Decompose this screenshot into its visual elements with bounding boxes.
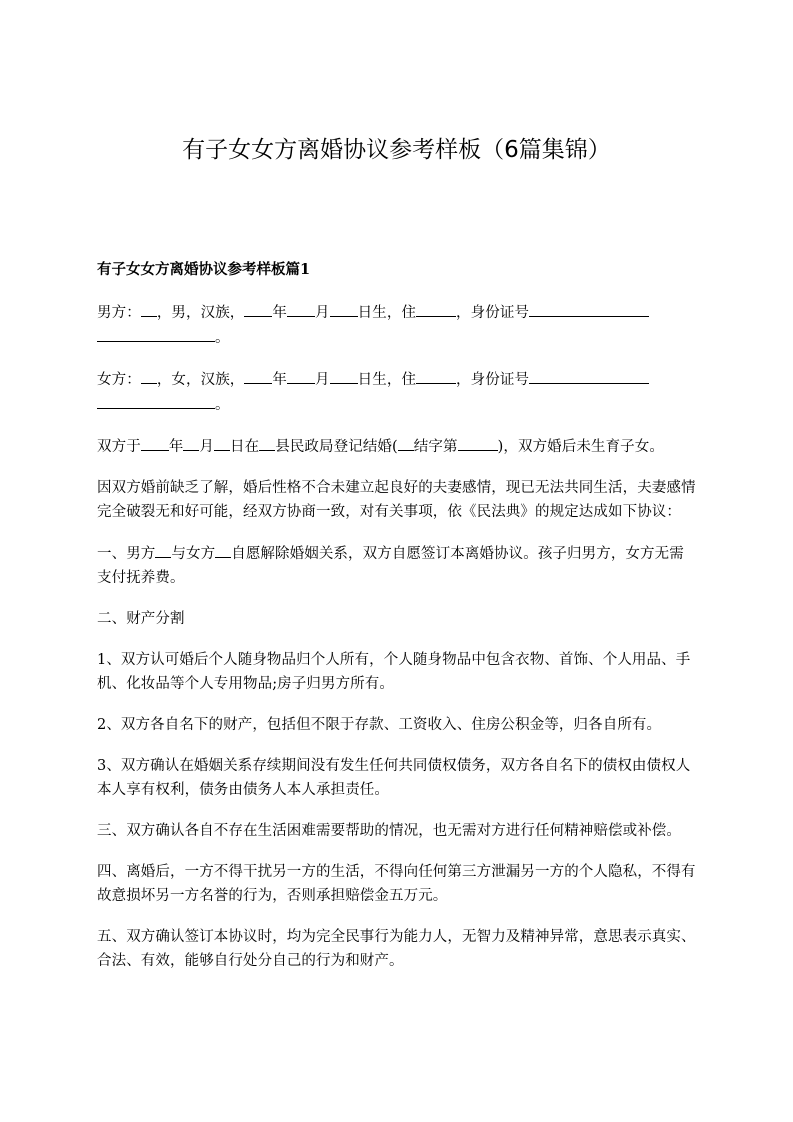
man-id-label: ，身份证号 (456, 305, 530, 321)
clause-4-paragraph: 四、离婚后，一方不得干扰另一方的生活，不得向任何第三方泄漏另一方的个人隐私，不得有故意损坏另一方名誉的行为，否则承担赔偿金五万元。 (97, 864, 696, 904)
clause-5-paragraph: 五、双方确认签订本协议时，均为完全民事行为能力人，无智力及精神异常，意思表示真实、合法、有效，能够自行处分自己的行为和财产。 (97, 929, 696, 969)
marriage-cert-number-blank (458, 434, 498, 451)
woman-day-live-text: 日生，住 (357, 372, 417, 388)
man-day-live-text: 日生，住 (357, 305, 417, 321)
woman-end-text: 。 (215, 397, 230, 413)
clause-1-paragraph (97, 541, 697, 590)
marriage-text-1: 双方于 (97, 439, 141, 455)
clause-1-text-3: 自愿解除婚姻关系，双方自愿签订本离婚协议。孩子归男方，女方无需支付抚养费。 (97, 546, 684, 586)
document-body (97, 258, 697, 990)
man-label: 男方： (97, 305, 141, 321)
marriage-month-blank (183, 434, 199, 451)
man-id-blank-continued (97, 325, 215, 342)
man-month-text: 月 (315, 305, 330, 321)
woman-id-blank (529, 367, 649, 384)
woman-birth-month-blank (287, 367, 315, 384)
marriage-text-2: 年 (168, 439, 184, 455)
woman-birth-day-blank (330, 367, 358, 384)
reason-paragraph: 因双方婚前缺乏了解，婚后性格不合未建立起良好的夫妻感情，现已无法共同生活，夫妻感情完全破裂无和好可能，经双方协商一致，对有关事项，依《民法典》的规定达成如下协议： (97, 480, 696, 520)
man-year-text: 年 (272, 305, 288, 321)
clause-2-heading: 二、财产分割 (97, 611, 185, 627)
section-heading: 有子女女方离婚协议参考样板篇1 (97, 261, 311, 278)
man-gender-text: ，男，汉族， (156, 305, 245, 321)
man-name-blank (141, 300, 157, 317)
marriage-county-blank (259, 434, 275, 451)
woman-year-text: 年 (272, 372, 288, 388)
woman-gender-text: ，女，汉族， (156, 372, 245, 388)
marriage-text-5: 县民政局登记结婚( (275, 439, 398, 455)
marriage-cert-prefix-blank (398, 434, 414, 451)
woman-month-text: 月 (315, 372, 330, 388)
marriage-text-3: 月 (199, 439, 215, 455)
clause-2-item-2: 2、双方各自名下的财产，包括但不限于存款、工资收入、住房公积金等，归各自所有。 (97, 717, 662, 733)
man-info-paragraph (97, 300, 697, 350)
marriage-day-blank (214, 434, 230, 451)
woman-id-blank-continued (97, 392, 215, 409)
marriage-text-4: 日在 (230, 439, 260, 455)
woman-label: 女方： (97, 372, 141, 388)
clause-1-man-blank (155, 541, 171, 558)
document-title: 有子女女方离婚协议参考样板（6篇集锦） (182, 137, 611, 163)
clause-1-text-1: 一、男方 (97, 546, 156, 562)
clause-3-paragraph: 三、双方确认各自不存在生活困难需要帮助的情况，也无需对方进行任何精神赔偿或补偿。 (97, 823, 681, 839)
marriage-text-6: 结字第 (413, 439, 458, 455)
man-birth-month-blank (287, 300, 315, 317)
woman-birth-year-blank (244, 367, 272, 384)
marriage-year-blank (141, 434, 169, 451)
clause-1-text-2: 与女方 (171, 546, 216, 562)
man-id-blank (529, 300, 649, 317)
man-end-text: 。 (215, 330, 230, 346)
woman-name-blank (141, 367, 157, 384)
woman-id-label: ，身份证号 (456, 372, 530, 388)
clause-1-woman-blank (215, 541, 231, 558)
marriage-registration-paragraph (97, 434, 697, 459)
man-address-blank (416, 300, 456, 317)
woman-address-blank (416, 367, 456, 384)
man-birth-year-blank (244, 300, 272, 317)
clause-2-item-1: 1、双方认可婚后个人随身物品归个人所有，个人随身物品中包含衣物、首饰、个人用品、手机、化妆品等个人专用物品;房子归男方所有。 (97, 652, 691, 692)
marriage-text-7: )，双方婚后未生育子女。 (497, 439, 664, 455)
clause-2-item-3: 3、双方确认在婚姻关系存续期间没有发生任何共同债权债务，双方各自名下的债权由债权人本人享有权利，债务由债务人本人承担责任。 (97, 758, 691, 798)
woman-info-paragraph (97, 367, 697, 417)
man-birth-day-blank (330, 300, 358, 317)
